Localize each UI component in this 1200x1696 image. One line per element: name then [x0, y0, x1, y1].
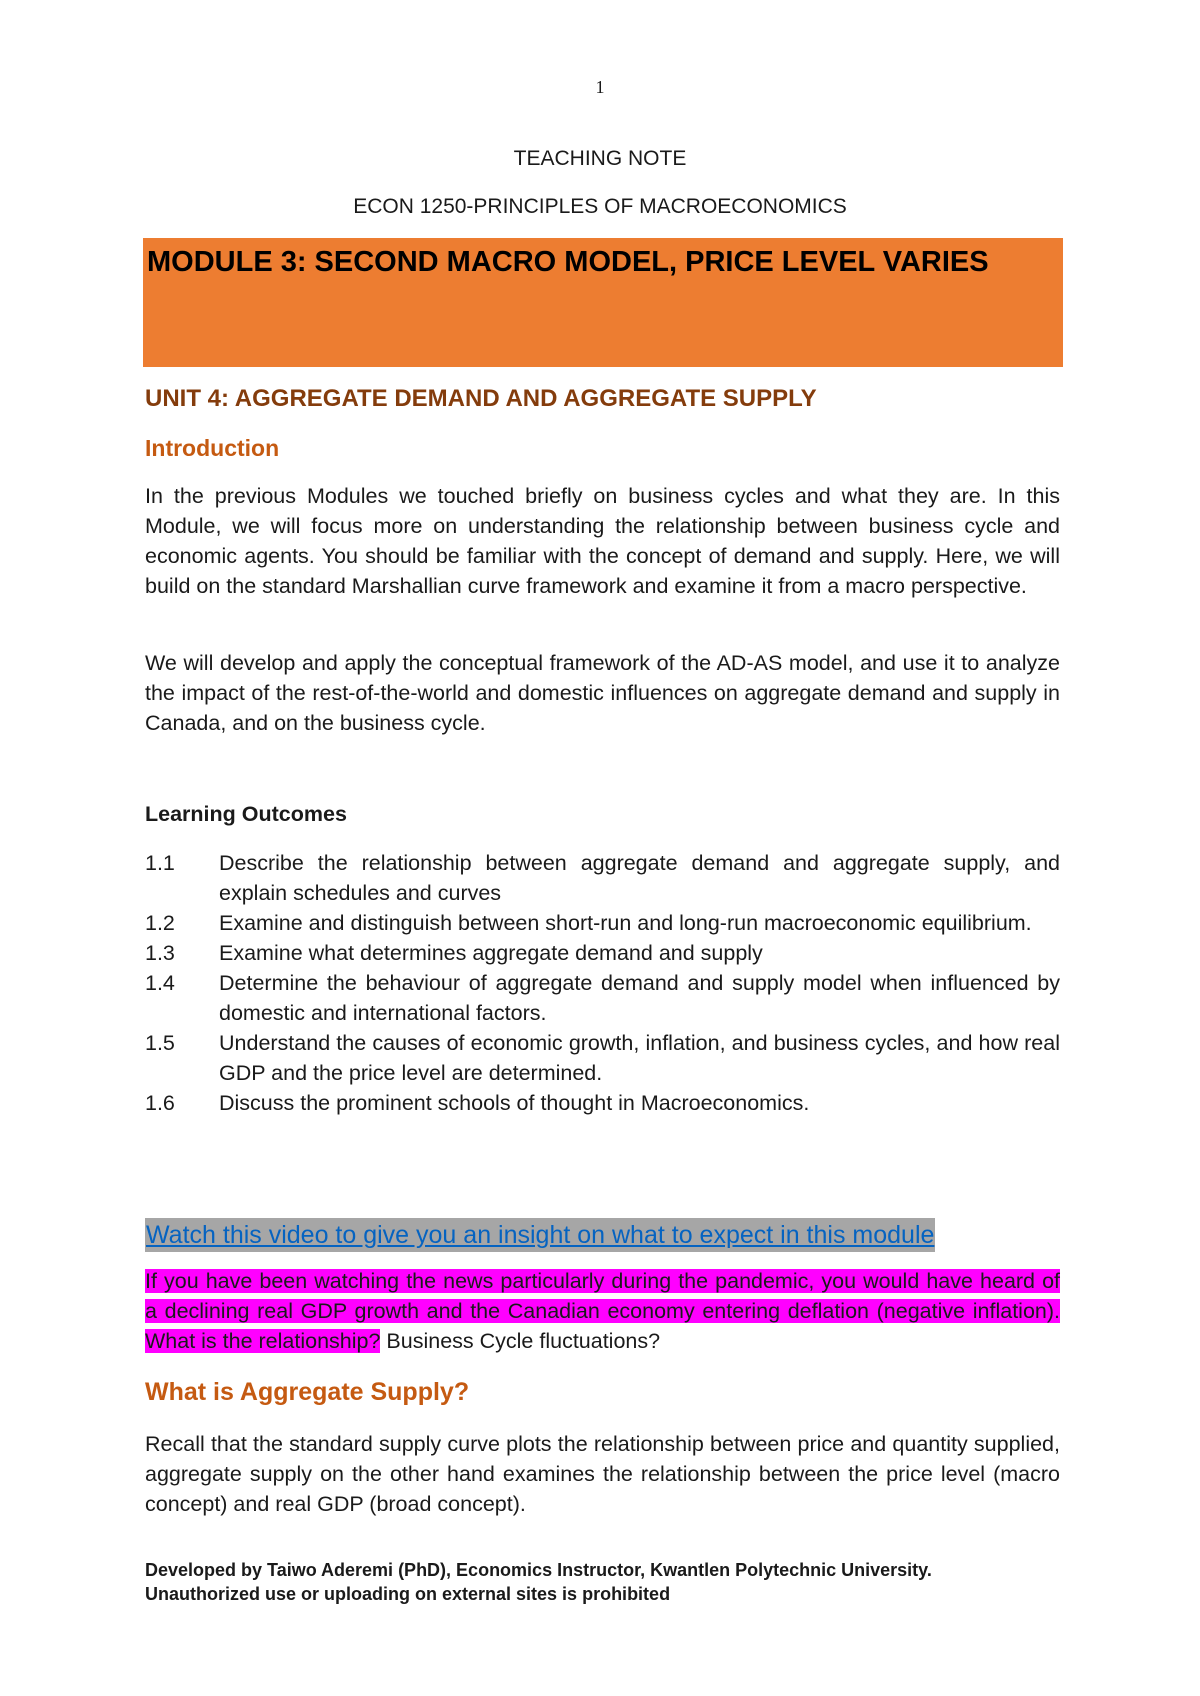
outcome-number: 1.4 [145, 971, 175, 995]
callout-paragraph [145, 1266, 1060, 1356]
footer-credit: Developed by Taiwo Aderemi (PhD), Economics Instructor, Kwantlen Polytechnic University. [145, 1560, 932, 1580]
course-title: ECON 1250-PRINCIPLES OF MACROECONOMICS [353, 195, 847, 218]
list-item [145, 1088, 1060, 1118]
outcome-number: 1.5 [145, 1031, 175, 1055]
outcome-text: Discuss the prominent schools of thought in Macroeconomics. [219, 1091, 810, 1115]
footer [145, 1558, 932, 1606]
page-number: 1 [595, 77, 605, 97]
aggregate-supply-heading: What is Aggregate Supply? [145, 1378, 470, 1406]
list-item [145, 848, 1060, 908]
outcome-number: 1.6 [145, 1091, 175, 1115]
aggregate-supply-paragraph: Recall that the standard supply curve plots the relationship between price and quantity supplied, aggregate supply on the other hand examines the relationship between the price level (macro concept) and real GDP (broad concept). [145, 1432, 1060, 1516]
learning-outcomes-list [145, 848, 1060, 1118]
introduction-heading: Introduction [145, 435, 280, 461]
video-link[interactable]: Watch this video to give you an insight on what to expect in this module [145, 1218, 935, 1252]
outcome-text: Determine the behaviour of aggregate demand and supply model when influenced by domestic and international factors. [219, 971, 1060, 1025]
outcome-text: Describe the relationship between aggregate demand and aggregate supply, and explain schedules and curves [219, 851, 1060, 905]
introduction-paragraph-2: We will develop and apply the conceptual framework of the AD-AS model, and use it to analyze the impact of the rest-of-the-world and domestic influences on aggregate demand and supply in Canada, and on the business cycle. [145, 651, 1060, 735]
document-title: TEACHING NOTE [513, 147, 687, 170]
footer-notice: Unauthorized use or uploading on external sites is prohibited [145, 1584, 671, 1604]
list-item [145, 908, 1060, 938]
learning-outcomes-heading: Learning Outcomes [145, 802, 347, 826]
unit-heading: UNIT 4: AGGREGATE DEMAND AND AGGREGATE SUPPLY [145, 385, 817, 412]
introduction-paragraph-1: In the previous Modules we touched briefly on business cycles and what they are. In this Module, we will focus more on understanding the relationship between business cycle and economic agents. You should be familiar with the concept of demand and supply. Here, we will build on the standard Marshallian curve framework and examine it from a macro perspective. [145, 484, 1060, 598]
outcome-number: 1.2 [145, 911, 175, 935]
callout-plain-text: Business Cycle fluctuations? [380, 1329, 661, 1353]
list-item [145, 1028, 1060, 1088]
outcome-number: 1.3 [145, 941, 175, 965]
outcome-text: Examine what determines aggregate demand and supply [219, 941, 763, 965]
outcome-text: Understand the causes of economic growth, inflation, and business cycles, and how real GDP and the price level are determined. [219, 1031, 1060, 1085]
module-banner: MODULE 3: SECOND MACRO MODEL, PRICE LEVEL VARIES [143, 238, 1063, 367]
list-item [145, 968, 1060, 1028]
outcome-number: 1.1 [145, 851, 175, 875]
list-item [145, 938, 1060, 968]
highlighted-question: If you have been watching the news particularly during the pandemic, you would have heard of a declining real GDP growth and the Canadian economy entering deflation (negative inflation). What is the relationship? [145, 1269, 1060, 1353]
outcome-text: Examine and distinguish between short-run and long-run macroeconomic equilibrium. [219, 911, 1032, 935]
